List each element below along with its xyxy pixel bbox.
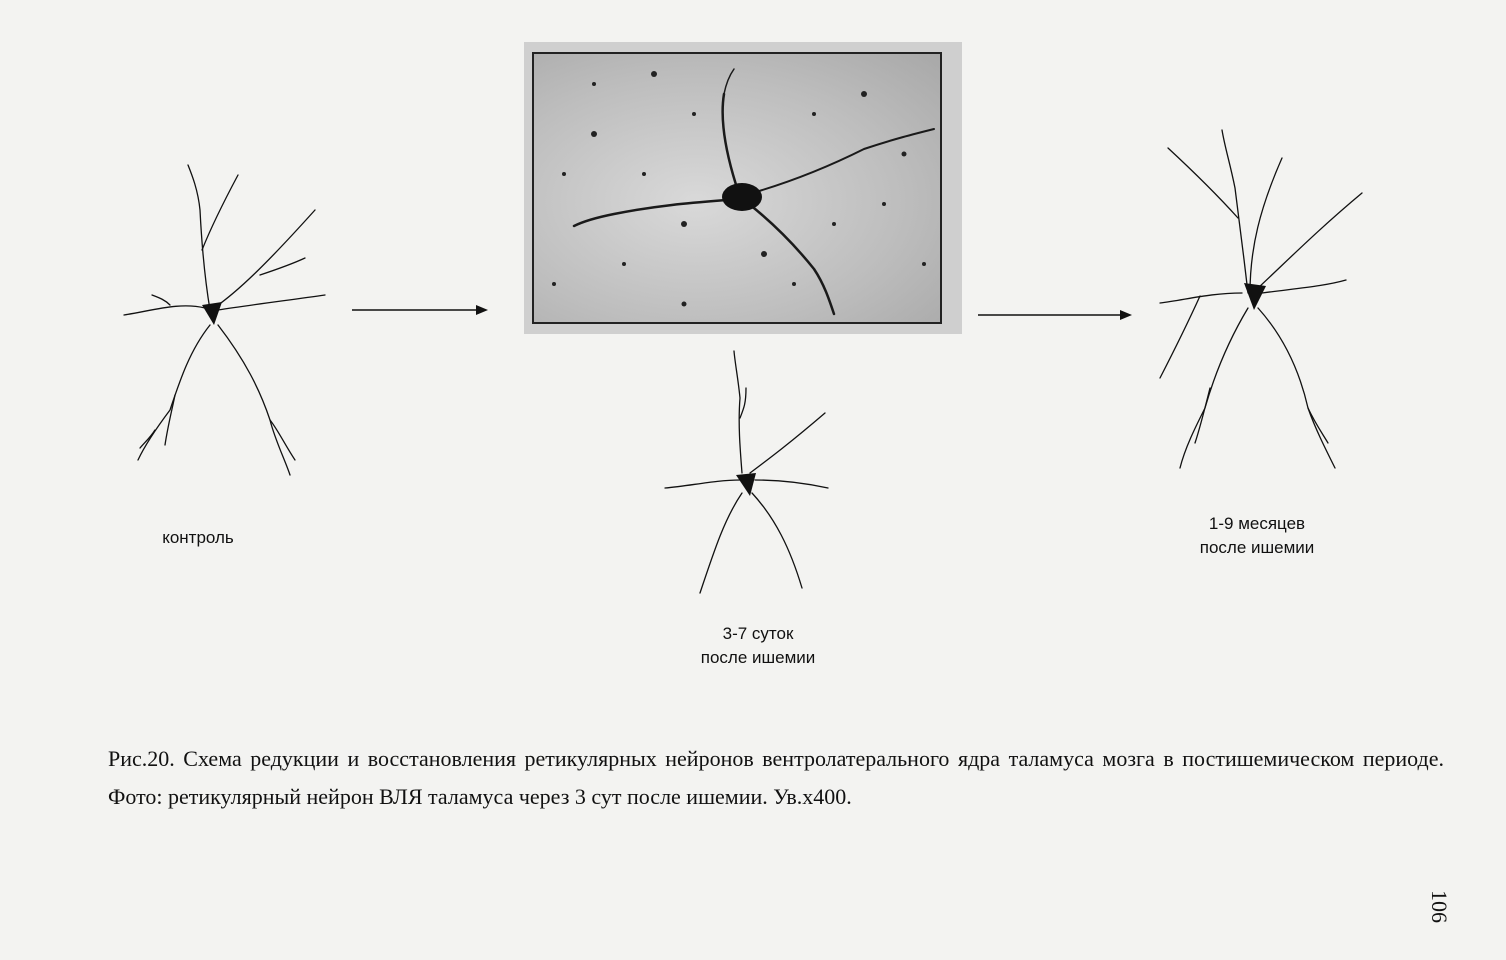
arrow-2 [978,307,1138,323]
label-control: контроль [162,528,234,547]
label-stage2-line1: 3-7 суток [722,624,794,643]
label-stage3-line1: 1-9 месяцев [1208,514,1306,533]
page-number: 106 [1427,890,1452,923]
figure-caption: Рис.20. Схема редукции и восстановления ретикулярных нейронов вентролатерального ядра таламуса мозга в постишемическом периоде. Фото: ретикулярный нейрон ВЛЯ таламуса через 3 сут после ишемии. Ув.х400. [108,746,1444,809]
neuron-control-drawing [110,160,340,490]
neuron-photo [524,42,962,334]
label-stage3-line2: после ишемии [1199,538,1315,557]
neuron-recovered-drawing [1150,128,1380,478]
neuron-reduced-drawing [660,348,840,608]
arrow-1 [352,302,492,318]
label-stage2-line2: после ишемии [700,648,816,667]
